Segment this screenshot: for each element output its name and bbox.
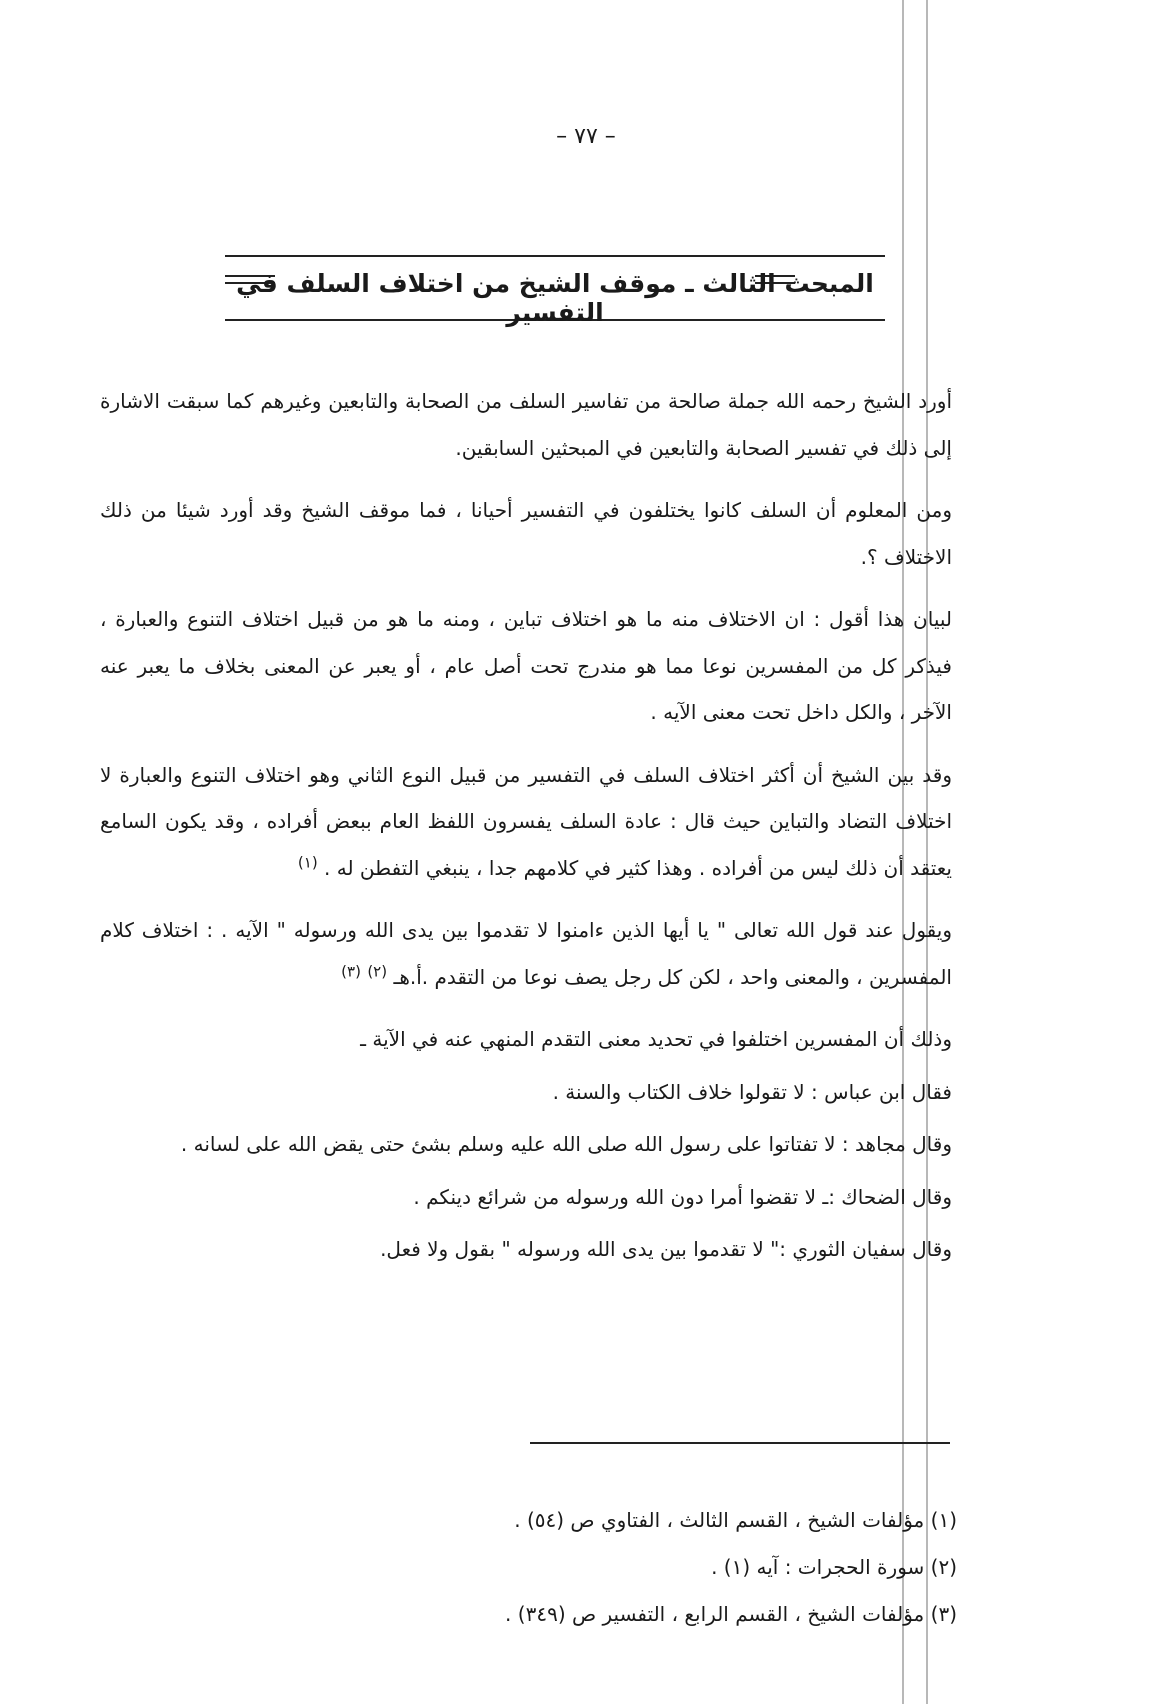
footnotes xyxy=(257,1497,957,1638)
paragraph: وقال مجاهد : لا تفتاتوا على رسول الله صلى الله عليه وسلم بشئ حتى يقض الله على لسانه . xyxy=(180,1132,952,1156)
footnote-mark: (٣) xyxy=(341,961,361,980)
footnote-mark: (١) xyxy=(297,852,318,871)
paragraph: وقال سفيان الثوري :" لا تقدموا بين يدى الله ورسوله " بقول ولا فعل. xyxy=(380,1237,952,1261)
footnote-rule xyxy=(530,1442,950,1444)
paragraph-text: ويقول عند قول الله تعالى " يا أيها الذين ءامنوا لا تقدموا بين يدى الله ورسوله " الآيه . : اختلاف كلام المفسرين ، والمعنى واحد ، لكن كل رجل يصف نوعا من التقدم .أ.هـ xyxy=(100,918,952,989)
paragraph: أورد الشيخ رحمه الله جملة صالحة من تفاسير السلف من الصحابة والتابعين وغيرهم كما سبقت الاشارة إلى ذلك في تفسير الصحابة والتابعين في المبحثين السابقين. xyxy=(100,389,952,460)
paragraph: وقال الضحاك :ـ لا تقضوا أمرا دون الله ورسوله من شرائع دينكم . xyxy=(413,1184,952,1209)
paragraph: فقال ابن عباس : لا تقولوا خلاف الكتاب والسنة . xyxy=(552,1079,952,1104)
paragraph-text: وقد بين الشيخ أن أكثر اختلاف السلف في التفسير من قبيل النوع الثاني وهو اختلاف التنوع والعبارة لا اختلاف التضاد والتباين حيث قال : عادة السلف يفسرون اللفظ العام ببعض أفراده ، وقد يكون السامع يعتقد أن ذلك ليس من أفراده . وهذا كثير في كلامهم جدا ، ينبغي التفطن له . xyxy=(100,762,952,880)
footnote: (٣) مؤلفات الشيخ ، القسم الرابع ، التفسير ص (٣٤٩) . xyxy=(505,1602,957,1626)
paragraph xyxy=(100,907,952,1000)
paragraph: لبيان هذا أقول : ان الاختلاف منه ما هو اختلاف تباين ، ومنه ما هو من قبيل اختلاف التنوع والعبارة ، فيذكر كل من المفسرين نوعا مما هو مندرج تحت أصل عام ، أو يعبر عن المعنى بخلاف ما يعبر عنه الآخر ، والكل داخل تحت معنى الآيه . xyxy=(100,607,952,724)
paragraph xyxy=(100,752,952,892)
section-heading-box xyxy=(225,255,885,327)
footnote: (٢) سورة الحجرات : آيه (١) . xyxy=(711,1555,957,1579)
paragraph: ومن المعلوم أن السلف كانوا يختلفون في التفسير أحيانا ، فما موقف الشيخ وقد أورد شيئا من ذلك الاختلاف ؟. xyxy=(100,498,952,569)
page-number: – ٧٧ – xyxy=(556,124,616,149)
paragraph: وذلك أن المفسرين اختلفوا في تحديد معنى التقدم المنهي عنه في الآية ـ xyxy=(360,1027,952,1051)
section-heading: المبحث الثالث ـ موقف الشيخ من اختلاف السلف في التفسير xyxy=(236,269,874,327)
footnote: (١) مؤلفات الشيخ ، القسم الثالث ، الفتاوي ص (٥٤) . xyxy=(514,1508,957,1532)
body-text xyxy=(100,378,952,1279)
footnote-mark: (٢) xyxy=(367,961,388,980)
